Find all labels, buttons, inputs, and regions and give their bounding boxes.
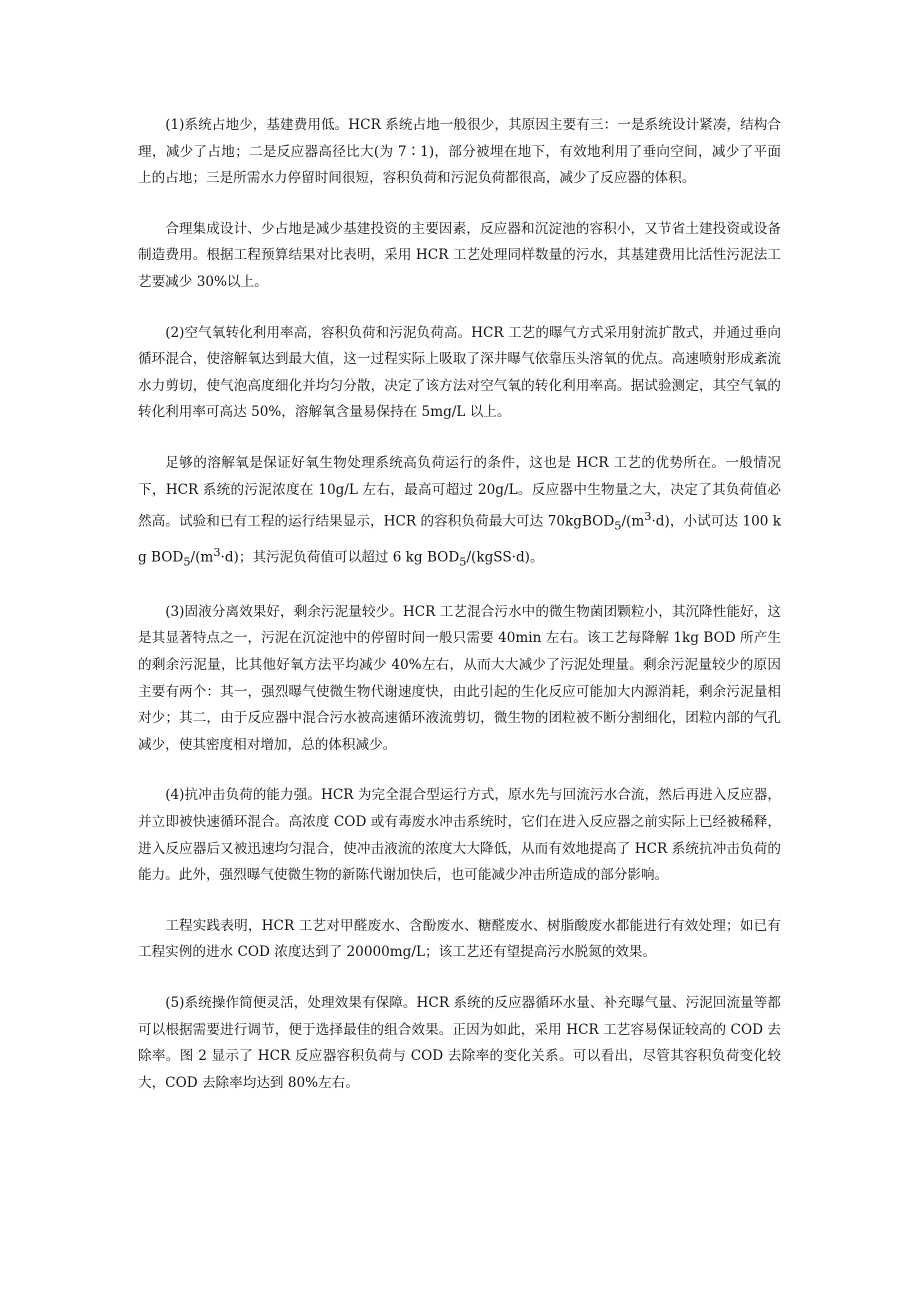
paragraph-advantage-5-operation: (5)系统操作简便灵活，处理效果有保障。HCR 系统的反应器循环水量、补充曝气量、污泥回流量等都可以根据需要进行调节，便于选择最佳的组合效果。正因为如此，采用 HCR 工艺容易保证较高的 COD 去除率。图 2 显示了 HCR 反应器容积负荷与 COD 去除率的变化关系。可以看出，尽管其容积负荷变化较大，COD 去除率均达到 80%左右。	[138, 994, 781, 1091]
paragraph-advantage-3-solid-liquid-separation: (3)固液分离效果好，剩余污泥量较少。HCR 工艺混合污水中的微生物菌团颗粒小，其沉降性能好，这是其显著特点之一，污泥在沉淀池中的停留时间一般只需要 40min 左右。该工艺每降解 1kg BOD 所产生的剩余污泥量，比其他好氧方法平均减少 40%左右，从而大大减少了污泥处理量。剩余污泥量较少的原因主要有两个：其一，强烈曝气使微生物代谢速度快，由此引起的生化反应可能加大内源消耗，剩余污泥量相对少；其二，由于反应器中混合污水被高速循环液流剪切，微生物的团粒被不断分割细化，团粒内部的气孔减少，使其密度相对增加，总的体积减少。	[138, 603, 781, 753]
paragraph-engineering-practice: 工程实践表明，HCR 工艺对甲醛废水、含酚废水、糖醛废水、树脂酸废水都能进行有效处理；如已有工程实例的进水 COD 浓度达到了 20000mg/L；该工艺还有望提高污水脱氮的效果。	[138, 917, 781, 961]
paragraph-advantage-1-land-use: (1)系统占地少，基建费用低。HCR 系统占地一般很少，其原因主要有三：一是系统设计紧凑，结构合理，减少了占地；二是反应器高径比大(为 7∶1)，部分被埋在地下，有效地利用了垂向空间，减少了平面上的占地；三是所需水力停留时间很短，容积负荷和污泥负荷都很高，减少了反应器的体积。	[138, 117, 781, 187]
paragraph-advantage-2-oxygen-transfer: (2)空气氧转化利用率高，容积负荷和污泥负荷高。HCR 工艺的曝气方式采用射流扩散式，并通过垂向循环混合，使溶解氧达到最大值，这一过程实际上吸取了深井曝气依靠压头溶氧的优点。高速喷射形成紊流水力剪切，使气泡高度细化并均匀分散，决定了该方法对空气氧的转化利用率高。据试验测定，其空气氧的转化利用率可高达 50%，溶解氧含量易保持在 5mg/L 以上。	[138, 324, 781, 421]
paragraph-dissolved-oxygen-loading: 足够的溶解氧是保证好氧生物处理系统高负荷运行的条件，这也是 HCR 工艺的优势所在。一般情况下，HCR 系统的污泥浓度在 10g/L 左右，最高可超过 20g/L。反应器中生物量之大，决定了其负荷值必然高。试验和已有工程的运行结果显示，HCR 的容积负荷最大可达 $70kgBOD_5/(m^3\cdot d)$，小试可达 100 kg $BOD_5/(m^3\cdot d)$；其污泥负荷值可以超过 6 kg $BOD_5/(kgSS\cdot d)$。	[138, 454, 781, 569]
paragraph-advantage-4-shock-load: (4)抗冲击负荷的能力强。HCR 为完全混合型运行方式，原水先与回流污水合流，然后再进入反应器，并立即被快速循环混合。高浓度 COD 或有毒废水冲击系统时，它们在进入反应器之前实际上已经被稀释，进入反应器后又被迅速均匀混合，使冲击液流的浓度大大降低，从而有效地提高了 HCR 系统抗冲击负荷的能力。此外，强烈曝气使微生物的新陈代谢加快后，也可能减少冲击所造成的部分影响。	[138, 787, 781, 884]
paragraph-investment-savings: 合理集成设计、少占地是减少基建投资的主要因素，反应器和沉淀池的容积小，又节省土建投资或设备制造费用。根据工程预算结果对比表明，采用 HCR 工艺处理同样数量的污水，其基建费用比活性污泥法工艺要减少 30%以上。	[138, 220, 781, 290]
document-body	[138, 112, 781, 1096]
